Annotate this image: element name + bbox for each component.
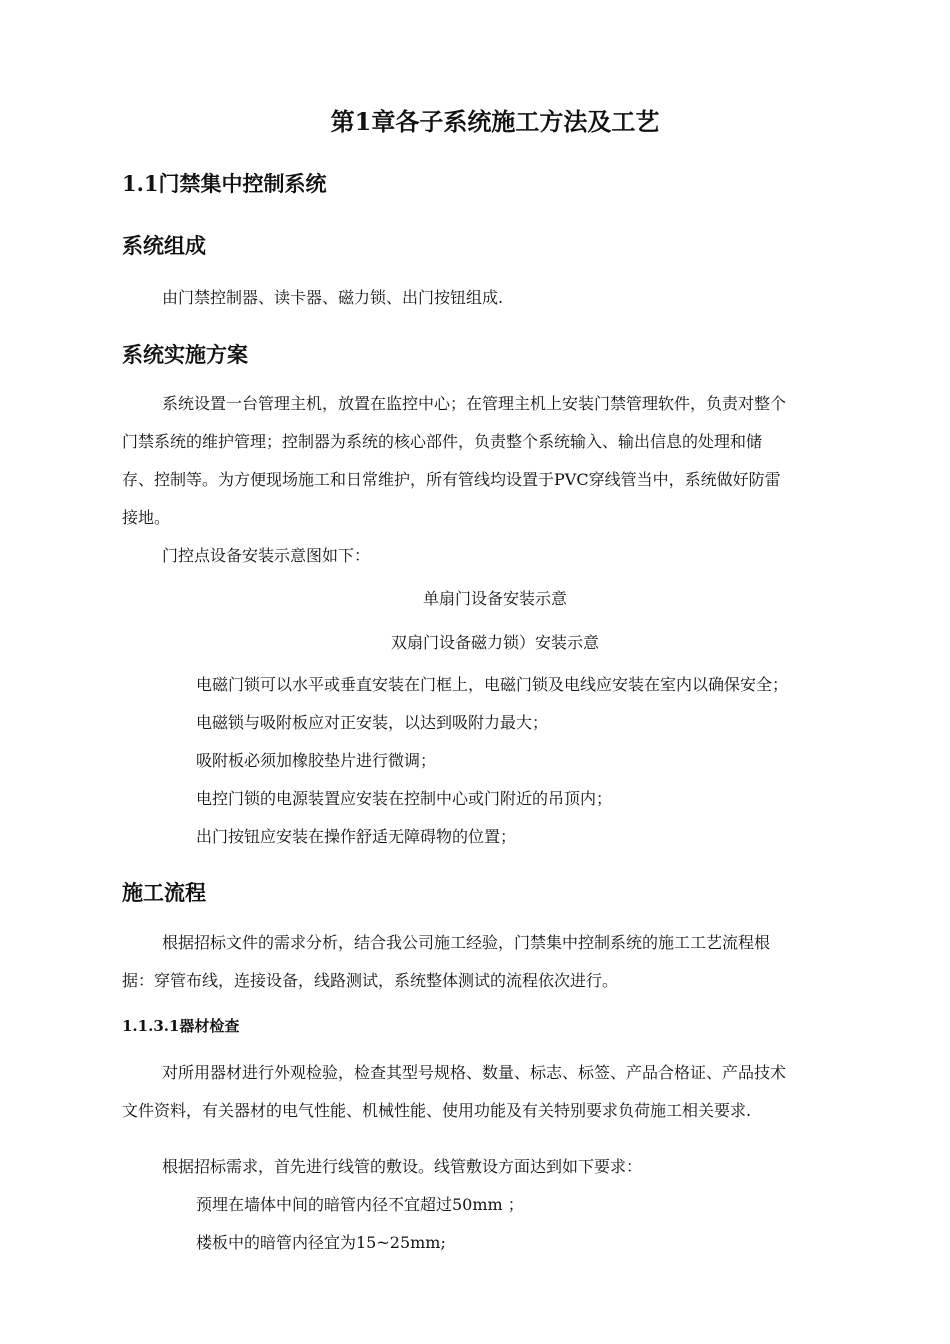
chapter-title: 第1章各子系统施工方法及工艺 [330,107,660,136]
conduit-rule: 楼板中的暗管内径宜为15~25mm; [196,1233,446,1252]
install-rule: 电磁门锁可以水平或垂直安装在门框上，电磁门锁及电线应安装在室内以确保安全； [196,675,789,694]
install-rule: 电磁锁与吸附板应对正安装，以达到吸附力最大； [196,713,549,732]
section-title: 1.1门禁集中控制系统 [122,171,327,196]
paragraph-line: 接地。 [122,508,171,527]
composition-heading: 系统组成 [122,233,206,258]
caption-single-door: 单扇门设备安装示意 [422,589,567,608]
composition-text: 由门禁控制器、读卡器、磁力锁、出门按钮组成. [162,288,504,307]
process-heading: 施工流程 [122,880,206,905]
install-rule: 出门按钮应安装在操作舒适无障碍物的位置； [196,827,517,846]
install-rule: 吸附板必须加橡胶垫片进行微调； [196,751,437,770]
conduit-intro: 根据招标需求，首先进行线管的敷设。线管敷设方面达到如下要求： [162,1157,643,1176]
paragraph-line: 存、控制等。为方便现场施工和日常维护，所有管线均设置于PVC穿线管当中，系统做好防雷 [122,470,781,489]
paragraph-line: 文件资料，有关器材的电气性能、机械性能、使用功能及有关特别要求负荷施工相关要求. [122,1101,752,1120]
paragraph-line: 对所用器材进行外观检验，检查其型号规格、数量、标志、标签、产品合格证、产品技术 [162,1063,787,1082]
caption-double-door: 双扇门设备磁力锁）安装示意 [390,633,599,652]
paragraph-line: 根据招标文件的需求分析，结合我公司施工经验，门禁集中控制系统的施工工艺流程根 [162,933,771,952]
install-rule: 电控门锁的电源装置应安装在控制中心或门附近的吊顶内； [196,789,613,808]
diagram-intro: 门控点设备安装示意图如下： [162,546,371,565]
paragraph-line: 据：穿管布线，连接设备，线路测试，系统整体测试的流程依次进行。 [122,971,619,990]
implementation-heading: 系统实施方案 [122,342,248,367]
paragraph-line: 门禁系统的维护管理；控制器为系统的核心部件，负责整个系统输入、输出信息的处理和储 [122,432,763,451]
conduit-rule: 预埋在墙体中间的暗管内径不宜超过50mm ； [196,1195,524,1214]
inspection-heading: 1.1.3.1器材检查 [122,1017,240,1035]
paragraph-line: 系统设置一台管理主机，放置在监控中心；在管理主机上安装门禁管理软件，负责对整个 [162,394,787,413]
